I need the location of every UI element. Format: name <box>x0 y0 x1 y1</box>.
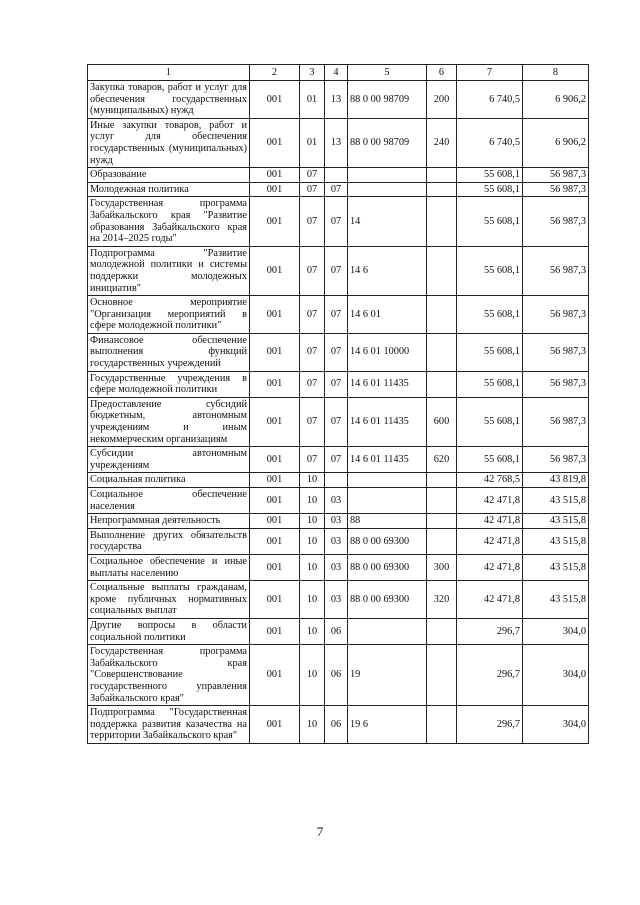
amount-year2-cell: 56 987,3 <box>523 296 589 334</box>
amount-year1-cell: 55 608,1 <box>457 296 523 334</box>
expense-type-cell <box>427 333 457 371</box>
subsection-cell: 07 <box>325 371 348 397</box>
table-row <box>88 182 589 197</box>
section-cell: 07 <box>300 246 325 295</box>
expense-type-cell <box>427 473 457 488</box>
expense-type-cell: 200 <box>427 81 457 119</box>
admin-code-cell: 001 <box>250 706 300 744</box>
amount-year2-cell: 6 906,2 <box>523 118 589 167</box>
target-article-cell: 88 <box>348 514 427 529</box>
table-row <box>88 554 589 580</box>
subsection-cell: 06 <box>325 645 348 706</box>
row-name-cell: Государственная программа Забайкальского края "Развитие образования Забайкальского края на 2014–2025 годы" <box>88 197 250 246</box>
header-cell: 5 <box>348 65 427 81</box>
subsection-cell: 13 <box>325 118 348 167</box>
section-cell: 10 <box>300 554 325 580</box>
admin-code-cell: 001 <box>250 182 300 197</box>
amount-year2-cell: 56 987,3 <box>523 371 589 397</box>
header-row <box>88 65 589 81</box>
amount-year2-cell: 56 987,3 <box>523 182 589 197</box>
amount-year1-cell: 55 608,1 <box>457 447 523 473</box>
budget-table <box>87 64 589 744</box>
table-row <box>88 168 589 183</box>
header-cell: 2 <box>250 65 300 81</box>
subsection-cell: 03 <box>325 514 348 529</box>
target-article-cell <box>348 168 427 183</box>
table-row <box>88 371 589 397</box>
amount-year2-cell: 304,0 <box>523 645 589 706</box>
section-cell: 07 <box>300 397 325 446</box>
expense-type-cell: 240 <box>427 118 457 167</box>
expense-type-cell: 300 <box>427 554 457 580</box>
target-article-cell <box>348 473 427 488</box>
row-name-cell: Государственная программа Забайкальского края "Совершенствование государственного управления Забайкальского края" <box>88 645 250 706</box>
subsection-cell: 06 <box>325 706 348 744</box>
subsection-cell <box>325 473 348 488</box>
amount-year2-cell: 56 987,3 <box>523 447 589 473</box>
row-name-cell: Социальные выплаты гражданам, кроме публичных нормативных социальных выплат <box>88 581 250 619</box>
amount-year1-cell: 55 608,1 <box>457 197 523 246</box>
admin-code-cell: 001 <box>250 371 300 397</box>
amount-year2-cell: 43 515,8 <box>523 581 589 619</box>
section-cell: 07 <box>300 296 325 334</box>
expense-type-cell <box>427 706 457 744</box>
amount-year1-cell: 42 471,8 <box>457 514 523 529</box>
section-cell: 07 <box>300 197 325 246</box>
row-name-cell: Государственные учреждения в сфере молодежной политики <box>88 371 250 397</box>
amount-year1-cell: 42 471,8 <box>457 488 523 514</box>
subsection-cell: 07 <box>325 397 348 446</box>
expense-type-cell <box>427 528 457 554</box>
table-row <box>88 397 589 446</box>
table-row <box>88 473 589 488</box>
subsection-cell: 07 <box>325 246 348 295</box>
row-name-cell: Подпрограмма "Государственная поддержка развития казачества на территории Забайкальского края" <box>88 706 250 744</box>
admin-code-cell: 001 <box>250 168 300 183</box>
row-name-cell: Образование <box>88 168 250 183</box>
amount-year2-cell: 43 819,8 <box>523 473 589 488</box>
expense-type-cell <box>427 514 457 529</box>
admin-code-cell: 001 <box>250 581 300 619</box>
row-name-cell: Непрограммная деятельность <box>88 514 250 529</box>
amount-year2-cell: 304,0 <box>523 618 589 644</box>
section-cell: 07 <box>300 371 325 397</box>
section-cell: 07 <box>300 447 325 473</box>
amount-year1-cell: 6 740,5 <box>457 118 523 167</box>
row-name-cell: Основное мероприятие "Организация мероприятий в сфере молодежной политики" <box>88 296 250 334</box>
expense-type-cell <box>427 488 457 514</box>
subsection-cell: 07 <box>325 182 348 197</box>
target-article-cell: 88 0 00 69300 <box>348 528 427 554</box>
section-cell: 01 <box>300 118 325 167</box>
table-body <box>88 81 589 744</box>
target-article-cell <box>348 618 427 644</box>
table-row <box>88 514 589 529</box>
expense-type-cell <box>427 246 457 295</box>
admin-code-cell: 001 <box>250 514 300 529</box>
table-row <box>88 246 589 295</box>
table-row <box>88 118 589 167</box>
amount-year1-cell: 42 768,5 <box>457 473 523 488</box>
section-cell: 10 <box>300 645 325 706</box>
amount-year1-cell: 296,7 <box>457 706 523 744</box>
amount-year2-cell: 43 515,8 <box>523 488 589 514</box>
table-row <box>88 447 589 473</box>
expense-type-cell: 620 <box>427 447 457 473</box>
admin-code-cell: 001 <box>250 246 300 295</box>
section-cell: 07 <box>300 182 325 197</box>
table-row <box>88 706 589 744</box>
table-row <box>88 528 589 554</box>
admin-code-cell: 001 <box>250 473 300 488</box>
section-cell: 01 <box>300 81 325 119</box>
target-article-cell: 88 0 00 69300 <box>348 581 427 619</box>
table-row <box>88 645 589 706</box>
row-name-cell: Субсидии автономным учреждениям <box>88 447 250 473</box>
header-cell: 4 <box>325 65 348 81</box>
target-article-cell: 14 6 01 11435 <box>348 447 427 473</box>
expense-type-cell <box>427 618 457 644</box>
row-name-cell: Подпрограмма "Развитие молодежной политики и системы поддержки молодежных инициатив" <box>88 246 250 295</box>
section-cell: 07 <box>300 333 325 371</box>
admin-code-cell: 001 <box>250 296 300 334</box>
subsection-cell: 03 <box>325 488 348 514</box>
subsection-cell: 07 <box>325 333 348 371</box>
subsection-cell: 13 <box>325 81 348 119</box>
section-cell: 10 <box>300 473 325 488</box>
admin-code-cell: 001 <box>250 333 300 371</box>
expense-type-cell <box>427 296 457 334</box>
amount-year1-cell: 55 608,1 <box>457 333 523 371</box>
table-row <box>88 81 589 119</box>
section-cell: 07 <box>300 168 325 183</box>
section-cell: 10 <box>300 528 325 554</box>
admin-code-cell: 001 <box>250 528 300 554</box>
table-row <box>88 333 589 371</box>
amount-year1-cell: 55 608,1 <box>457 168 523 183</box>
table-row <box>88 197 589 246</box>
table-row <box>88 488 589 514</box>
amount-year1-cell: 296,7 <box>457 645 523 706</box>
amount-year1-cell: 55 608,1 <box>457 397 523 446</box>
amount-year2-cell: 56 987,3 <box>523 333 589 371</box>
row-name-cell: Иные закупки товаров, работ и услуг для обеспечения государственных (муниципальных) нужд <box>88 118 250 167</box>
subsection-cell: 03 <box>325 528 348 554</box>
amount-year1-cell: 55 608,1 <box>457 182 523 197</box>
amount-year2-cell: 43 515,8 <box>523 554 589 580</box>
target-article-cell: 19 <box>348 645 427 706</box>
target-article-cell <box>348 182 427 197</box>
row-name-cell: Социальная политика <box>88 473 250 488</box>
amount-year2-cell: 43 515,8 <box>523 514 589 529</box>
target-article-cell: 14 6 01 11435 <box>348 397 427 446</box>
amount-year2-cell: 56 987,3 <box>523 168 589 183</box>
row-name-cell: Другие вопросы в области социальной политики <box>88 618 250 644</box>
admin-code-cell: 001 <box>250 554 300 580</box>
amount-year1-cell: 6 740,5 <box>457 81 523 119</box>
section-cell: 10 <box>300 488 325 514</box>
target-article-cell: 88 0 00 98709 <box>348 81 427 119</box>
header-cell: 8 <box>523 65 589 81</box>
subsection-cell <box>325 168 348 183</box>
row-name-cell: Молодежная политика <box>88 182 250 197</box>
expense-type-cell <box>427 182 457 197</box>
header-cell: 3 <box>300 65 325 81</box>
subsection-cell: 07 <box>325 296 348 334</box>
target-article-cell: 14 6 01 <box>348 296 427 334</box>
expense-type-cell: 600 <box>427 397 457 446</box>
amount-year1-cell: 55 608,1 <box>457 371 523 397</box>
amount-year2-cell: 56 987,3 <box>523 246 589 295</box>
subsection-cell: 07 <box>325 197 348 246</box>
amount-year1-cell: 55 608,1 <box>457 246 523 295</box>
admin-code-cell: 001 <box>250 118 300 167</box>
expense-type-cell: 320 <box>427 581 457 619</box>
admin-code-cell: 001 <box>250 447 300 473</box>
subsection-cell: 07 <box>325 447 348 473</box>
amount-year1-cell: 42 471,8 <box>457 528 523 554</box>
target-article-cell: 88 0 00 69300 <box>348 554 427 580</box>
section-cell: 10 <box>300 581 325 619</box>
target-article-cell: 14 6 01 10000 <box>348 333 427 371</box>
target-article-cell: 14 <box>348 197 427 246</box>
amount-year2-cell: 43 515,8 <box>523 528 589 554</box>
admin-code-cell: 001 <box>250 81 300 119</box>
expense-type-cell <box>427 168 457 183</box>
subsection-cell: 03 <box>325 554 348 580</box>
header-cell: 6 <box>427 65 457 81</box>
header-cell: 1 <box>88 65 250 81</box>
row-name-cell: Закупка товаров, работ и услуг для обеспечения государственных (муниципальных) нужд <box>88 81 250 119</box>
section-cell: 10 <box>300 618 325 644</box>
target-article-cell <box>348 488 427 514</box>
expense-type-cell <box>427 197 457 246</box>
admin-code-cell: 001 <box>250 397 300 446</box>
amount-year2-cell: 6 906,2 <box>523 81 589 119</box>
admin-code-cell: 001 <box>250 645 300 706</box>
subsection-cell: 03 <box>325 581 348 619</box>
section-cell: 10 <box>300 514 325 529</box>
table-row <box>88 581 589 619</box>
admin-code-cell: 001 <box>250 618 300 644</box>
amount-year1-cell: 42 471,8 <box>457 581 523 619</box>
header-cell: 7 <box>457 65 523 81</box>
amount-year2-cell: 304,0 <box>523 706 589 744</box>
table-row <box>88 618 589 644</box>
admin-code-cell: 001 <box>250 197 300 246</box>
target-article-cell: 88 0 00 98709 <box>348 118 427 167</box>
subsection-cell: 06 <box>325 618 348 644</box>
row-name-cell: Социальное обеспечение населения <box>88 488 250 514</box>
table-row <box>88 296 589 334</box>
page-number: 7 <box>316 824 324 839</box>
amount-year2-cell: 56 987,3 <box>523 197 589 246</box>
target-article-cell: 14 6 <box>348 246 427 295</box>
amount-year1-cell: 42 471,8 <box>457 554 523 580</box>
section-cell: 10 <box>300 706 325 744</box>
row-name-cell: Социальное обеспечение и иные выплаты населению <box>88 554 250 580</box>
row-name-cell: Финансовое обеспечение выполнения функций государственных учреждений <box>88 333 250 371</box>
target-article-cell: 19 6 <box>348 706 427 744</box>
row-name-cell: Выполнение других обязательств государства <box>88 528 250 554</box>
amount-year1-cell: 296,7 <box>457 618 523 644</box>
row-name-cell: Предоставление субсидий бюджетным, автономным учреждениям и иным некоммерческим организациям <box>88 397 250 446</box>
expense-type-cell <box>427 645 457 706</box>
amount-year2-cell: 56 987,3 <box>523 397 589 446</box>
expense-type-cell <box>427 371 457 397</box>
admin-code-cell: 001 <box>250 488 300 514</box>
target-article-cell: 14 6 01 11435 <box>348 371 427 397</box>
